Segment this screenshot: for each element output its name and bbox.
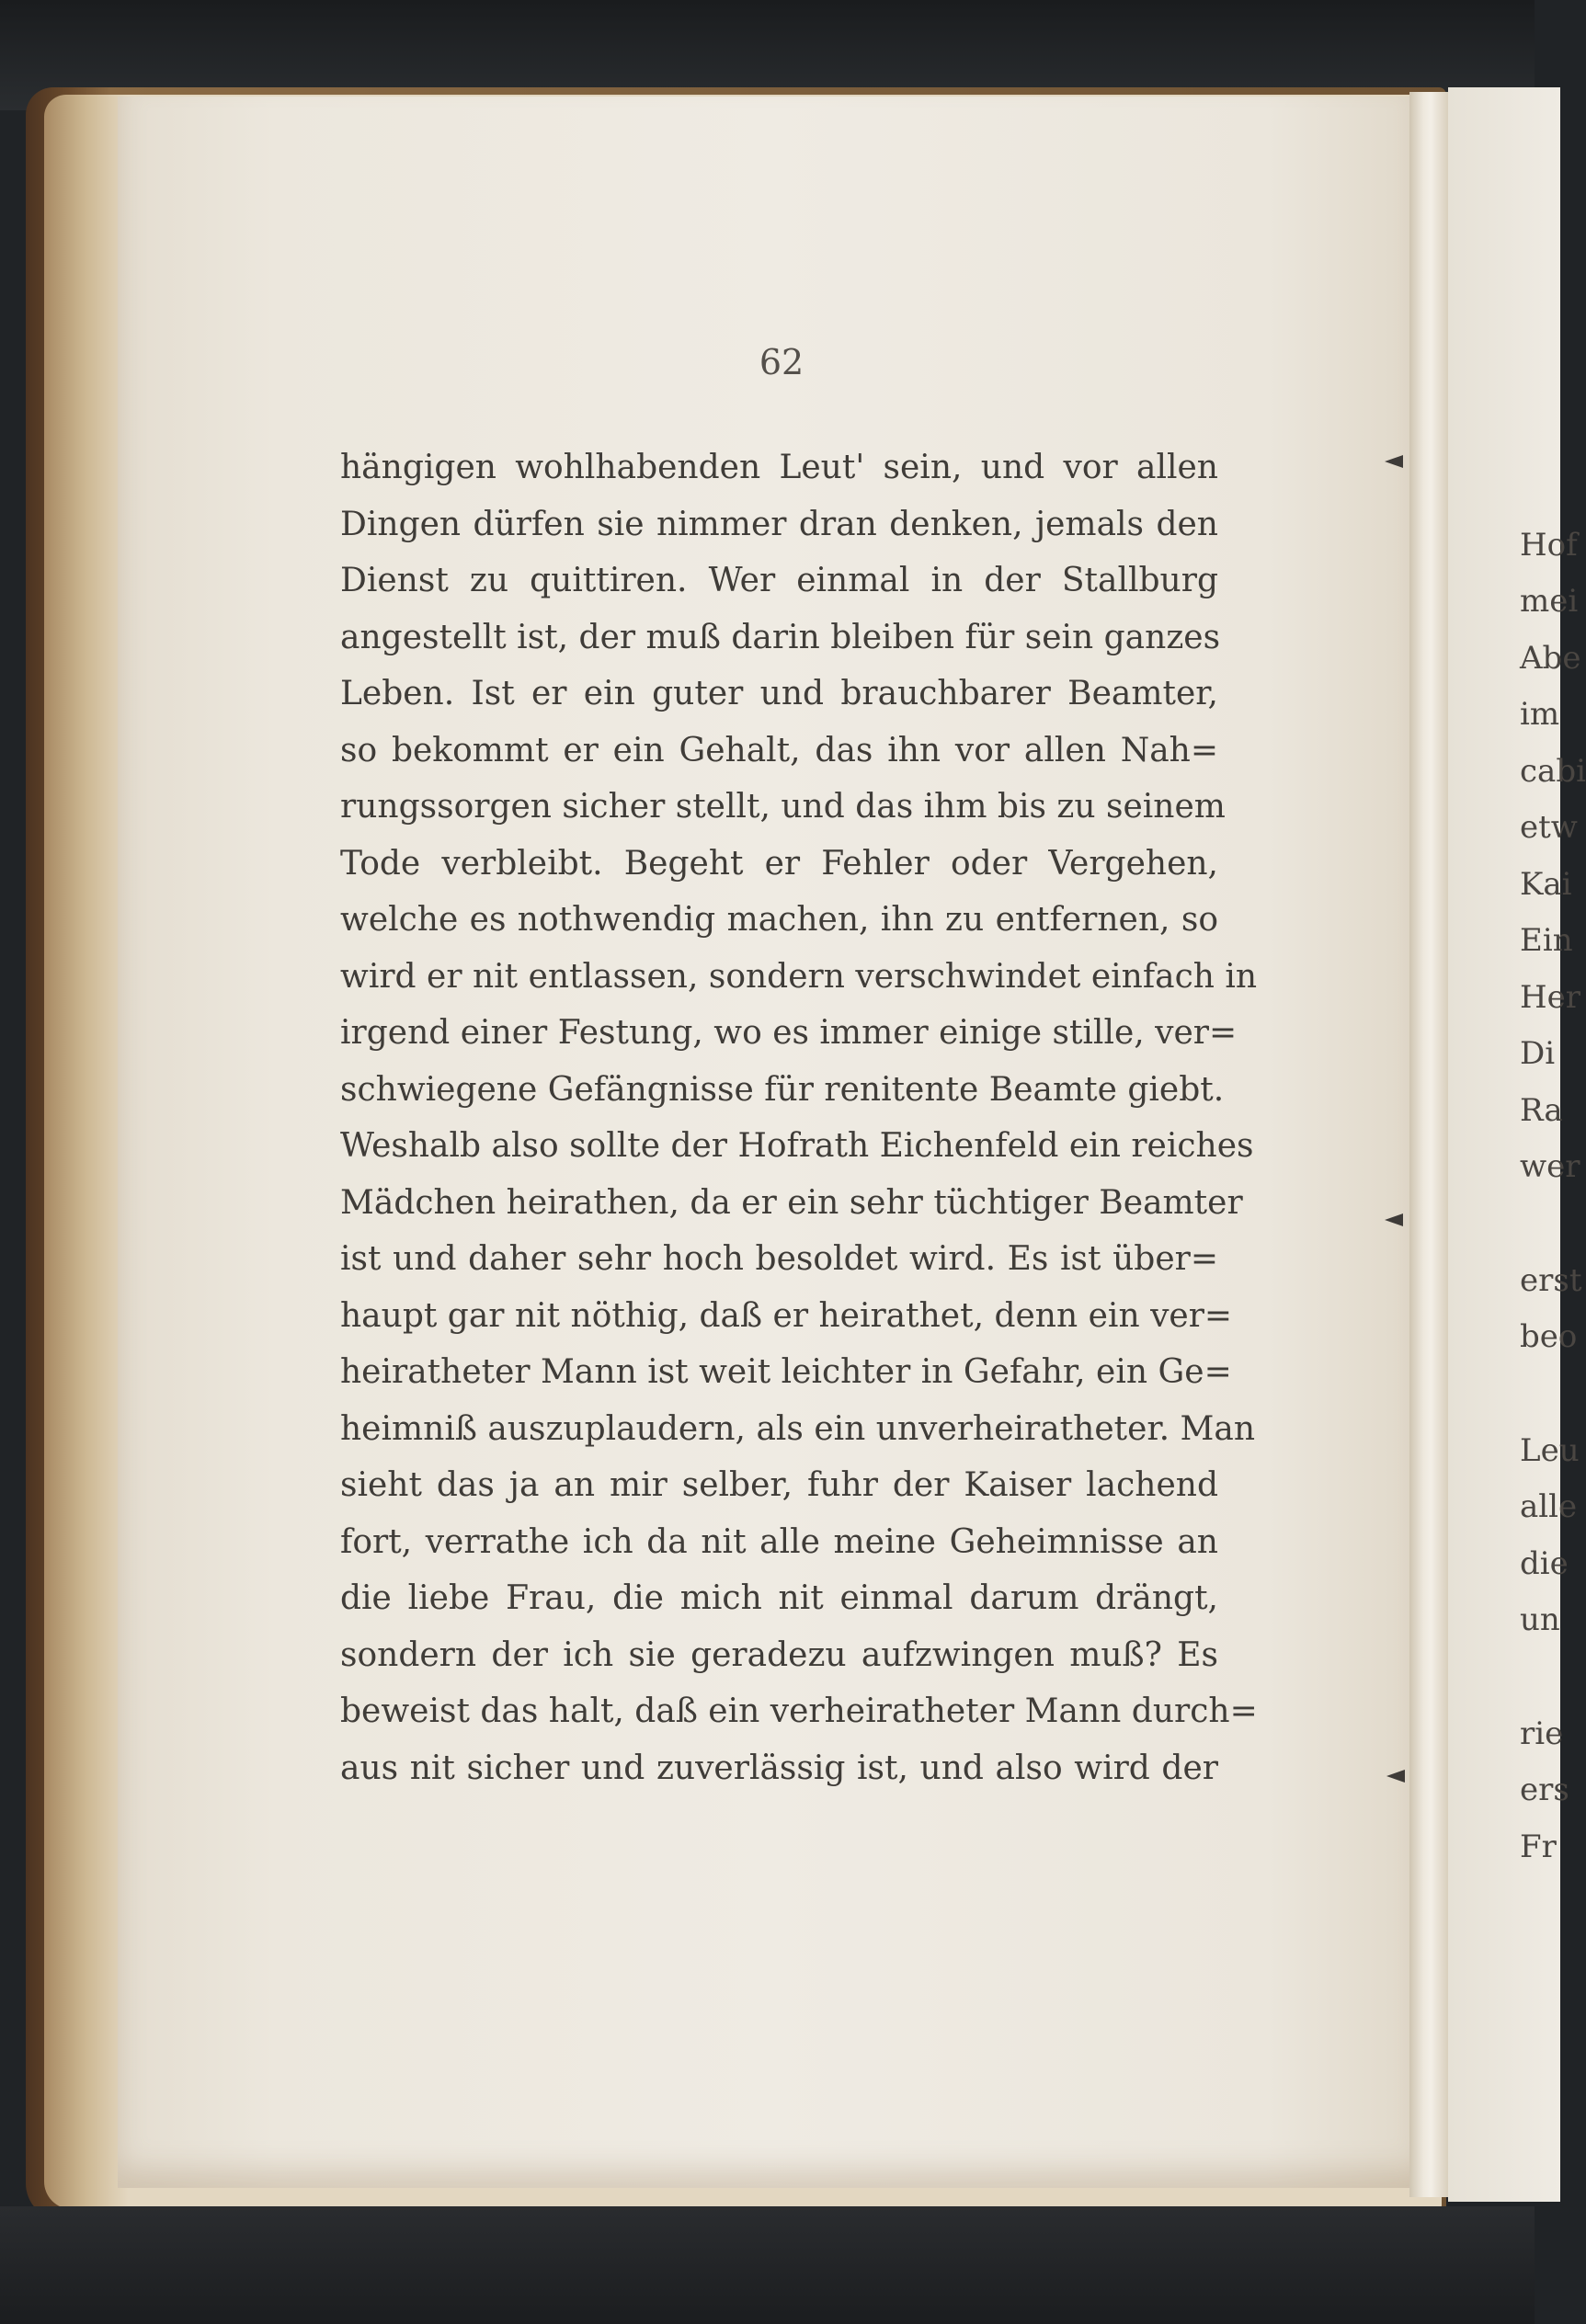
text-line: rungssorgen sicher stellt, und das ihm bis zu seinem <box>340 788 1226 826</box>
fragment: Ein <box>1520 922 1573 959</box>
text-line: Tode verbleibt. Begeht er Fehler oder Vergehen, <box>340 844 1218 883</box>
fragment: cabi <box>1520 753 1586 790</box>
fragment: mei <box>1520 583 1579 620</box>
text-line: heimniß auszuplaudern, als ein unverheiratheter. Man <box>340 1409 1256 1448</box>
text-line: fort, verrathe ich da nit alle meine Geheimnisse an <box>340 1522 1218 1561</box>
text-line: Leben. Ist er ein guter und brauchbarer Beamter, <box>340 675 1218 712</box>
fragment: ers <box>1520 1771 1569 1808</box>
text-line: Dingen dürfen sie nimmer dran denken, jemals den <box>340 505 1218 543</box>
fragment: wer <box>1520 1148 1580 1185</box>
fragment: Hof <box>1520 527 1578 564</box>
fragment: alle <box>1520 1488 1578 1525</box>
text-line: welche es nothwendig machen, ihn zu entfernen, so <box>340 901 1218 939</box>
fragment: die <box>1520 1545 1569 1582</box>
body-text <box>340 439 1258 1796</box>
background-bottom <box>0 2206 1535 2324</box>
text-line: angestellt ist, der muß darin bleiben für sein ganzes <box>340 618 1221 656</box>
text-line: heiratheter Mann ist weit leichter in Gefahr, ein Ge= <box>340 1353 1232 1391</box>
fragment: Kai <box>1520 866 1572 903</box>
fragment: un <box>1520 1601 1560 1638</box>
text-line: Dienst zu quittiren. Wer einmal in der Stallburg <box>340 562 1218 599</box>
text-line: schwiegene Gefängnisse für renitente Beamte giebt. <box>340 1070 1225 1109</box>
fragment: Leu <box>1520 1432 1580 1469</box>
page-number: 62 <box>759 342 804 382</box>
fragment: Abe <box>1520 640 1581 677</box>
fragment: rie <box>1520 1715 1564 1752</box>
text-line: hängigen wohlhabenden Leut' sein, und vor allen <box>340 449 1218 486</box>
fragment: Di <box>1520 1035 1556 1072</box>
book-gutter <box>1409 92 1448 2197</box>
fragment: Fr <box>1520 1828 1557 1865</box>
text-line: ist und daher sehr hoch besoldet wird. Es ist über= <box>340 1240 1218 1278</box>
fragment: im <box>1520 696 1560 733</box>
text-line: beweist das halt, daß ein verheiratheter Mann durch= <box>340 1692 1258 1730</box>
fragment: beo <box>1520 1318 1578 1355</box>
right-page <box>1448 87 1586 2202</box>
text-line: aus nit sicher und zuverlässig ist, und also wird der <box>340 1749 1218 1787</box>
text-line: wird er nit entlassen, sondern verschwindet einfach in <box>340 957 1258 996</box>
fragment: Her <box>1520 979 1581 1016</box>
fragment: erst <box>1520 1262 1582 1299</box>
text-line: Mädchen heirathen, da er ein sehr tüchtiger Beamter <box>340 1183 1243 1222</box>
text-line: sondern der ich sie geradezu aufzwingen muß? Es <box>340 1635 1218 1674</box>
text-line: Weshalb also sollte der Hofrath Eichenfeld ein reiches <box>340 1127 1254 1165</box>
fragment: etw <box>1520 809 1578 846</box>
text-line: die liebe Frau, die mich nit einmal darum drängt, <box>340 1579 1218 1617</box>
text-line: sieht das ja an mir selber, fuhr der Kaiser lachend <box>340 1466 1218 1504</box>
fragment: Ra <box>1520 1092 1563 1129</box>
text-line: so bekommt er ein Gehalt, das ihn vor allen Nah= <box>340 731 1218 769</box>
text-line: irgend einer Festung, wo es immer einige stille, ver= <box>340 1014 1238 1052</box>
text-line: haupt gar nit nöthig, daß er heirathet, denn ein ver= <box>340 1296 1233 1335</box>
